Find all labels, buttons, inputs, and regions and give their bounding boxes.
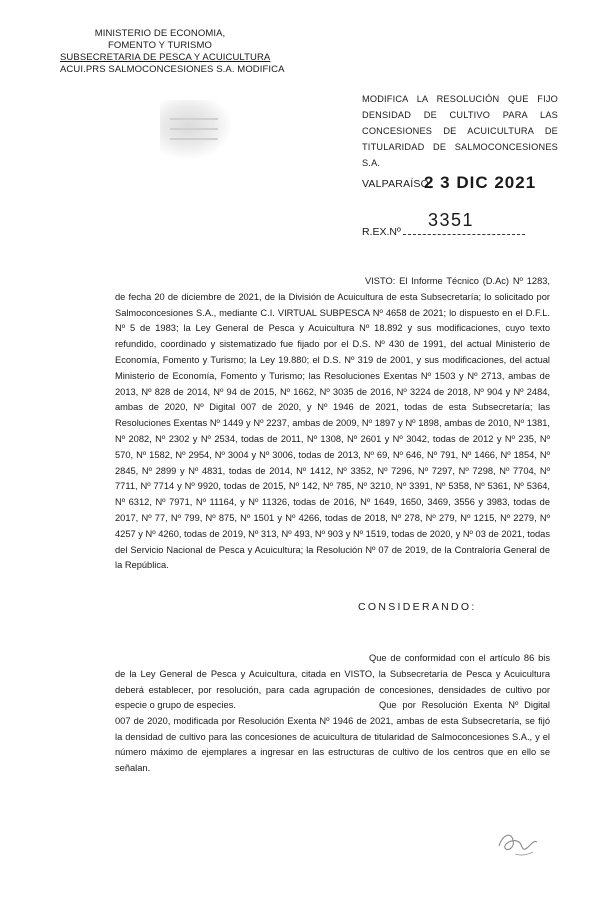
rex-label: R.EX.Nº [362,226,401,238]
faded-stamp [160,100,230,158]
number-blank-line [403,234,525,235]
resolution-number: 3351 [428,210,475,230]
issuer-header [60,28,285,76]
header-subsecretaria: SUBSECRETARIA DE PESCA Y ACUICULTURA [60,52,271,63]
resolution-number-line [362,226,525,238]
stamped-date: 2 3 DIC 2021 [424,173,537,192]
header-reference: ACUI.PRS SALMOCONCESIONES S.A. MODIFICA [60,64,285,75]
header-ministry: MINISTERIO DE ECONOMIA, [94,28,226,39]
visto-paragraph [115,274,550,574]
visto-text: El Informe Técnico (D.Ac) Nº 1283, de fecha 20 de diciembre de 2021, de la División de Acuicultura de esta Subsecretaría; lo solicitado por Salmoconcesiones S.A., mediante C.I. VIRTUAL SUBPESCA Nº 4658 de 2021; lo dispuesto en el D.F.L. Nº 5 de 1983; la Ley General de Pesca y Acuicultura Nº 18.892 y sus modificaciones, cuyo texto refundido, coordinado y sistematizado fue fijado por el D.S. Nº 430 de 1991, del actual Ministerio de Economía, Fomento y Turismo; la Ley 19.880; el D.S. Nº 319 de 2001, y sus modificaciones, del actual Ministerio de Economía, Fomento y Turismo; las Resoluciones Exentas Nº 1503 y Nº 2713, ambas de 2013, Nº 828 de 2014, Nº 94 de 2015, Nº 1662, Nº 3035 de 2016, Nº 3224 de 2018, Nº 904 y Nº 2484, ambas de 2020, Nº Digital 007 de 2020, y Nº 1946 de 2021, todas de esta Subsecretaría; las Resoluciones Exentas Nº 1449 y Nº 2237, ambas de 2009, Nº 1897 y Nº 1898, ambas de 2010, Nº 1381, Nº 2082, Nº 2302 y Nº 2534, todas de 2011, Nº 1308, Nº 2601 y Nº 3042, todas de 2012 y Nº 235, Nº 570, Nº 1582, Nº 2954, Nº 3004 y Nº 3006, todas de 2013, Nº 69, Nº 646, Nº 791, Nº 1466, Nº 1854, Nº 2845, Nº 2899 y Nº 4831, todas de 2014, Nº 1412, Nº 3352, Nº 7296, Nº 7297, Nº 7298, Nº 7704, Nº 7711, Nº 7714 y Nº 9920, todas de 2015, Nº 142, Nº 785, Nº 3210, Nº 3391, Nº 5358, Nº 5361, Nº 5364, Nº 6312, Nº 7971, Nº 11164, y Nº 11326, todas de 2016, Nº 1649, 1650, 3469, 3556 y 3983, todas de 2017, Nº 77, Nº 799, Nº 875, Nº 1501 y Nº 4266, todas de 2018, Nº 278, Nº 279, Nº 1215, Nº 2279, Nº 4257 y Nº 4260, todas de 2019, Nº 313, Nº 493, Nº 903 y Nº 1519, todas de 2020, y Nº 03 de 2021, todas del Servicio Nacional de Pesca y Acuicultura; la Resolución Nº 07 de 2019, de la Contraloría General de la República. [115,276,551,571]
considerando-text-1: Que de conformidad con el artículo 86 bis de la Ley General de Pesca y Acuicultura, citada en VISTO, la Subsecretaría de Pesca y Acuicultura deberá establecer, por resolución, para cada agrupación de concesiones, densidades de cultivo por especie o grupo de especies. [115,653,550,711]
initials-signature [493,826,545,862]
visto-lead: VISTO: [365,276,396,286]
place-label: VALPARAÍSO, [362,178,433,190]
considerando-paragraph-2 [115,698,550,777]
resolution-subject: MODIFICA LA RESOLUCIÓN QUE FIJO DENSIDAD DE CULTIVO PARA LAS CONCESIONES DE ACUICULTURA DE TITULARIDAD DE SALMOCONCESIONES S.A. [362,94,558,168]
header-ministry-sub: FOMENTO Y TURISMO [108,40,212,51]
considerando-heading: CONSIDERANDO: [358,601,477,613]
considerando-text-2: Que por Resolución Exenta Nº Digital 007 de 2020, modificada por Resolución Exenta Nº 1946 de 2021, ambas de esta Subsecretaría, se fijó la densidad de cultivo para las concesiones de acuicultura de titularidad de Salmoconcesiones S.A., y el número máximo de ejemplares a ingresar en las estructuras de cultivo de los centros que en ello se señalan. [115,700,550,774]
